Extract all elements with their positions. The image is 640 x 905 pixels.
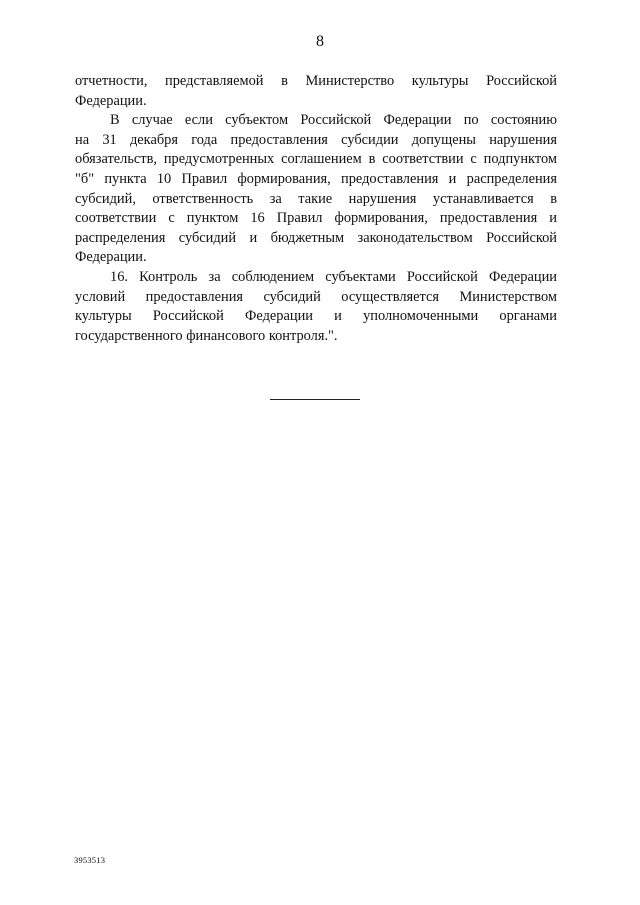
- page-number: 8: [316, 33, 324, 50]
- document-code: 3953513: [74, 855, 106, 865]
- text-line: Федерации.: [75, 249, 147, 266]
- text-line: соответствии с пунктом 16 Правил формирования, предоставления и: [75, 210, 557, 227]
- text-line: культуры Российской Федерации и уполномоченными органами: [75, 308, 557, 325]
- text-line: государственного финансового контроля.".: [75, 327, 338, 344]
- paragraph-3: [75, 268, 557, 346]
- text-line: В случае если субъектом Российской Федерации по состоянию: [110, 112, 557, 129]
- paragraph-2: [75, 111, 557, 268]
- paragraph-1: [75, 72, 557, 111]
- end-divider: [270, 399, 360, 400]
- document-body: [75, 72, 557, 346]
- text-line: субсидий, ответственность за такие нарушения устанавливается в: [75, 190, 557, 207]
- text-line: условий предоставления субсидий осуществляется Министерством: [75, 288, 557, 305]
- text-line: распределения субсидий и бюджетным законодательством Российской: [75, 229, 557, 246]
- text-line: 16. Контроль за соблюдением субъектами Российской Федерации: [110, 268, 557, 285]
- text-line: отчетности, представляемой в Министерство культуры Российской: [75, 73, 557, 89]
- text-line: Федерации.: [75, 92, 147, 109]
- text-line: обязательств, предусмотренных соглашением в соответствии с подпунктом: [75, 151, 557, 168]
- text-line: "б" пункта 10 Правил формирования, предоставления и распределения: [75, 170, 557, 187]
- text-line: на 31 декабря года предоставления субсидии допущены нарушения: [75, 131, 557, 148]
